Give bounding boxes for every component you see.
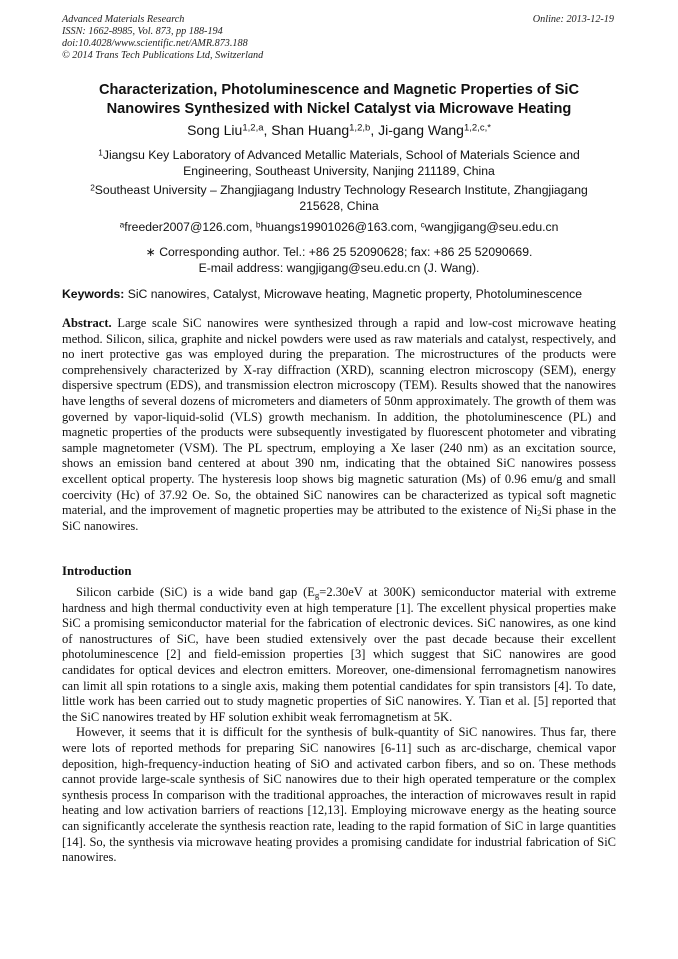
- email-address: freeder2007@126.com,: [124, 220, 256, 234]
- author-affil-marker: 1,2,a: [242, 122, 264, 134]
- email-marker: c: [420, 219, 425, 230]
- affil-line: Engineering, Southeast University, Nanjing 211189, China: [183, 164, 495, 178]
- author-list: [62, 121, 616, 139]
- copyright-line: © 2014 Trans Tech Publications Ltd, Switzerland: [62, 50, 264, 61]
- doi-line: doi:10.4028/www.scientific.net/AMR.873.188: [62, 38, 248, 49]
- title-line-1: Characterization, Photoluminescence and Magnetic Properties of SiC: [98, 82, 580, 98]
- author-affil-marker: 1,2,b: [349, 122, 371, 134]
- journal-header: [62, 14, 263, 62]
- email-address: wangjigang@seu.edu.cn: [424, 220, 559, 234]
- affil-marker: 1: [98, 147, 103, 158]
- abstract-label: Abstract.: [62, 316, 112, 330]
- corresponding-line: ∗ Corresponding author. Tel.: +86 25 52090628; fax: +86 25 52090669.: [145, 245, 533, 259]
- abstract-subscript: 2: [537, 507, 542, 518]
- introduction-paragraph-1: [62, 585, 616, 725]
- affiliation-1: [62, 147, 616, 179]
- author-separator: ,: [263, 122, 272, 138]
- corresponding-email: E-mail address: wangjigang@seu.edu.cn (J. Wang).: [198, 261, 480, 275]
- corresponding-author: [62, 244, 616, 276]
- issn-line: ISSN: 1662-8985, Vol. 873, pp 188-194: [62, 26, 223, 37]
- paragraph-text: =2.30eV at 300K) semiconductor material with extreme hardness and high thermal conductivity even at high temperature [1]. The excellent physical properties make SiC a promising semiconductor material for the fabrication of electronic devices. SiC nanowires, as one kind of nanostructures of SiC, have been studied extensively over the past decade because their excellent photoluminescence [2] and field-emission properties [3] which suggest that SiC nanowires are good candidates for optical devices and electron emitters. Moreover, one-dimensional ferromagnetism nanowires can limit all spin rotations to a single axis, making them potential candidates for spin transistors [4]. To date, little work has been carried out to study magnetic properties of SiC nanowires. Y. Tian et al. [5] reported that the SiC nanowires treated by HF solution exhibit weak ferromagnetism at 5K.: [62, 585, 616, 724]
- affil-marker: 2: [90, 182, 95, 193]
- keywords-label: Keywords:: [62, 287, 125, 301]
- email-marker: b: [255, 219, 261, 230]
- author-name: Shan Huang: [271, 122, 350, 138]
- abstract: [62, 316, 616, 534]
- email-address: huangs19901026@163.com,: [260, 220, 421, 234]
- paragraph-text: Silicon carbide (SiC) is a wide band gap (E: [76, 585, 315, 599]
- online-date: Online: 2013-12-19: [532, 14, 614, 25]
- section-heading-introduction: Introduction: [62, 564, 132, 578]
- author-name: Song Liu: [187, 122, 243, 138]
- email-marker: a: [119, 219, 125, 230]
- affil-line: Jiangsu Key Laboratory of Advanced Metallic Materials, School of Materials Science and: [102, 148, 580, 162]
- introduction-body: [62, 585, 616, 866]
- title-line-2: Nanowires Synthesized with Nickel Catalyst via Microwave Heating: [106, 101, 572, 117]
- paragraph-subscript: g: [314, 589, 320, 600]
- affiliation-2: [62, 182, 616, 214]
- author-affil-marker: 1,2,c,*: [463, 122, 491, 134]
- abstract-text: Large scale SiC nanowires were synthesized through a rapid and low-cost microwave heating method. Silicon, silica, graphite and nickel powders were used as raw materials and catalyst, respectively, and no inert protective gas was employed during the preparation. The microstructures of the products were comprehensively characterized by X-ray diffraction (XRD), scanning electron microscopy (SEM), energy dispersive spectrum (EDS), and transmission electron microscopy (TEM). Results showed that the nanowires have lengths of several dozens of micrometers and diameters of 50nm approximately. The growth of them was governed by vapor-liquid-solid (VLS) growth mechanism. In addition, the photoluminescence (PL) and magnetic properties of the products were subsequently investigated by fluorescent photometer and vibrating sample magnetometer (VSM). The PL spectrum, employing a Xe laser (240 nm) as an excitation source, shows an emission band centered at about 390 nm, indicating that the obtained SiC nanowires possess excellent optical property. The hysteresis loop shows big magnetic saturation (Ms) of 0.96 emu/g and small coercivity (Hc) of 37.92 Oe. So, the obtained SiC nanowires can be characterized as typical soft magnetic material, and the improvement of magnetic properties may be attributed to the existence of Ni: [62, 316, 616, 518]
- abstract-text-end: Si phase in the SiC nanowires.: [62, 503, 616, 533]
- affil-line: 215628, China: [299, 199, 379, 213]
- introduction-paragraph-2: However, it seems that it is difficult for the synthesis of bulk-quantity of SiC nanowires. Thus far, there were lots of reported methods for preparing SiC nanowires [6-11] such as arc-discharge, chemical vapor deposition, high-frequency-induction heating of SiO and activated carbon fibers, and so on. These methods cannot provide large-scale synthesis of SiC nanowires due to their high operated temperature or the complex synthesis process In comparison with the traditional approaches, the interaction of microwaves result in rapid heating and low activation barriers of reactions [12,13]. Employing microwave energy as the heating source can significantly accelerate the synthesis reaction rate, leading to the rapid formation of SiC in large quantities [14]. So, the synthesis via microwave heating provides a promising candidate for industrial fabrication of SiC nanowires.: [62, 725, 616, 865]
- keywords: [62, 286, 616, 302]
- journal-name: Advanced Materials Research: [62, 14, 185, 25]
- author-emails: [62, 219, 616, 235]
- author-name: Ji-gang Wang: [378, 122, 464, 138]
- affil-line: Southeast University – Zhangjiagang Industry Technology Research Institute, Zhangjiagang: [94, 183, 588, 197]
- paper-title: [62, 81, 616, 119]
- author-separator: ,: [370, 122, 379, 138]
- keywords-text: SiC nanowires, Catalyst, Microwave heating, Magnetic property, Photoluminescence: [124, 287, 583, 301]
